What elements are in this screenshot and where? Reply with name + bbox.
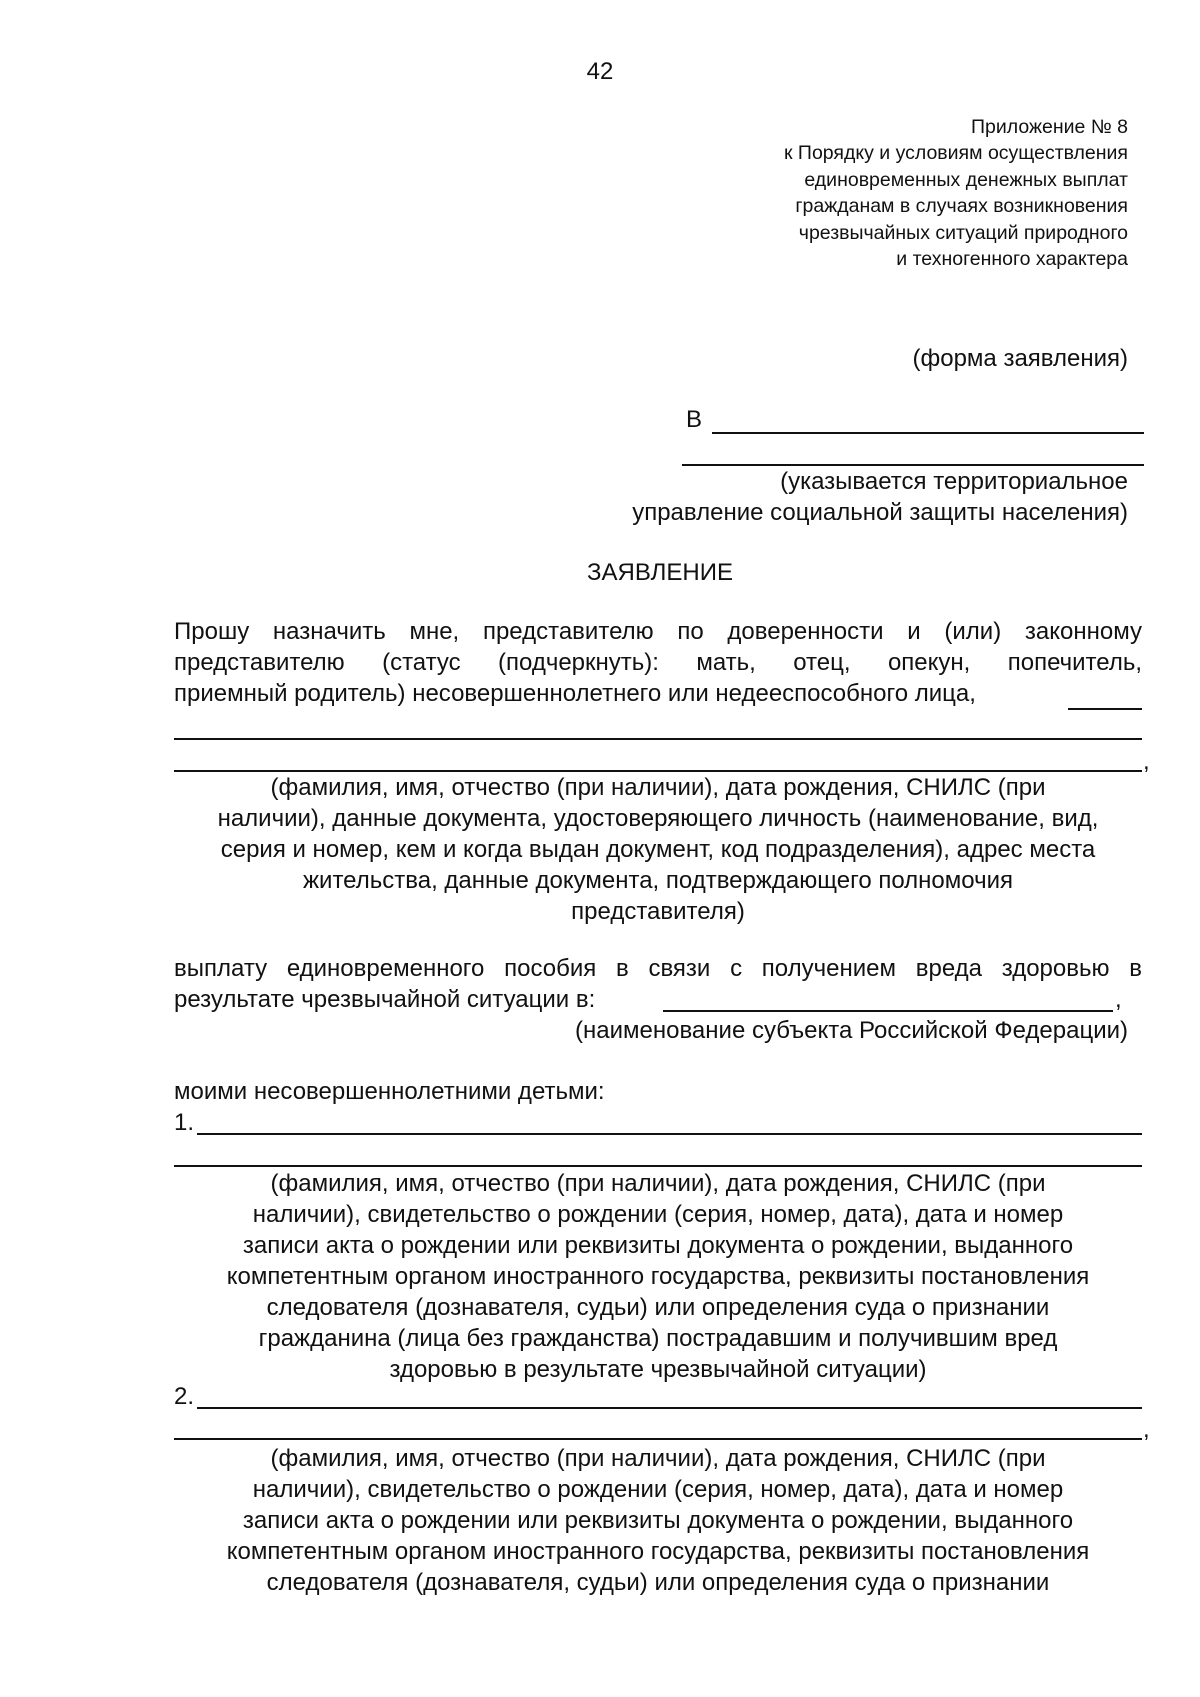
payment-line-1: выплату единовременного пособия в связи с получением вреда здоровью в xyxy=(174,955,1142,982)
caption-line: здоровью в результате чрезвычайной ситуации) xyxy=(389,1356,927,1383)
children-heading: моими несовершеннолетними детьми: xyxy=(174,1078,605,1105)
trailing-comma: , xyxy=(1143,1416,1150,1443)
caption-line: следователя (дознавателя, судьи) или определения суда о признании xyxy=(266,1294,1050,1321)
region-caption: (наименование субъекта Российской Федерации) xyxy=(575,1017,1128,1044)
caption-line: наличии), свидетельство о рождении (серия, номер, дата), дата и номер xyxy=(252,1476,1064,1503)
child-number: 1. xyxy=(174,1109,195,1136)
request-paragraph xyxy=(174,616,1142,709)
child-1-caption xyxy=(174,1168,1142,1385)
caption-line: (фамилия, имя, отчество (при наличии), дата рождения, СНИЛС (при xyxy=(270,1170,1046,1197)
caption-line: следователя (дознавателя, судьи) или определения суда о признании xyxy=(266,1569,1050,1596)
appendix-line: единовременных денежных выплат xyxy=(804,168,1128,191)
region-comma: , xyxy=(1115,986,1122,1013)
appendix-line: Приложение № 8 xyxy=(971,116,1128,138)
applicant-fill-line-1[interactable] xyxy=(174,738,1142,740)
appendix-line: гражданам в случаях возникновения xyxy=(795,195,1128,218)
addressee-fill-line[interactable] xyxy=(712,432,1144,434)
child-2-caption xyxy=(174,1443,1142,1598)
caption-line: жительства, данные документа, подтверждающего полномочия xyxy=(303,867,1013,894)
child-1-fill-line-1[interactable] xyxy=(197,1133,1142,1135)
caption-line: записи акта о рождении или реквизиты документа о рождении, выданного xyxy=(242,1507,1074,1534)
page-number: 42 xyxy=(586,58,614,85)
caption-line: представителя) xyxy=(571,898,745,925)
child-2-fill-line-1[interactable] xyxy=(197,1407,1142,1409)
appendix-line: чрезвычайных ситуаций природного xyxy=(798,221,1128,244)
caption-line: компетентным органом иностранного государства, реквизиты постановления xyxy=(226,1538,1090,1565)
caption-line: наличии), данные документа, удостоверяющего личность (наименование, вид, xyxy=(217,805,1099,832)
appendix-line: и техногенного характера xyxy=(896,248,1128,271)
caption-line: записи акта о рождении или реквизиты документа о рождении, выданного xyxy=(242,1232,1074,1259)
request-line: Прошу назначить мне, представителю по доверенности и (или) законному xyxy=(174,618,1142,645)
appendix-header xyxy=(784,114,1128,272)
caption-line: (фамилия, имя, отчество (при наличии), дата рождения, СНИЛС (при xyxy=(270,1445,1046,1472)
caption-line: гражданина (лица без гражданства) пострадавшим и получившим вред xyxy=(258,1325,1058,1352)
caption-line: наличии), свидетельство о рождении (серия, номер, дата), дата и номер xyxy=(252,1201,1064,1228)
addressee-caption xyxy=(632,466,1128,528)
appendix-line: к Порядку и условиям осуществления xyxy=(783,142,1128,165)
addressee-label: В xyxy=(686,406,703,433)
applicant-fill-line-0[interactable] xyxy=(1068,708,1142,710)
form-note: (форма заявления) xyxy=(912,345,1128,372)
caption-line: (указывается территориальное xyxy=(780,468,1128,495)
request-line: представителю (статус (подчеркнуть): мать, отец, опекун, попечитель, xyxy=(174,649,1142,676)
child-1-fill-line-2[interactable] xyxy=(174,1165,1142,1167)
child-2-fill-line-2[interactable] xyxy=(174,1438,1142,1440)
trailing-comma: , xyxy=(1143,748,1150,775)
caption-line: (фамилия, имя, отчество (при наличии), дата рождения, СНИЛС (при xyxy=(270,774,1046,801)
payment-line-2: результате чрезвычайной ситуации в: xyxy=(174,986,596,1013)
child-number: 2. xyxy=(174,1383,195,1410)
region-fill-line[interactable] xyxy=(663,1010,1113,1012)
request-line: приемный родитель) несовершеннолетнего или недееспособного лица, xyxy=(174,680,976,707)
caption-line: серия и номер, кем и когда выдан документ, код подразделения), адрес места xyxy=(220,836,1096,863)
caption-line: управление социальной защиты населения) xyxy=(632,499,1128,526)
caption-line: компетентным органом иностранного государства, реквизиты постановления xyxy=(226,1263,1090,1290)
document-title: ЗАЯВЛЕНИЕ xyxy=(587,559,733,586)
applicant-caption xyxy=(174,772,1142,927)
